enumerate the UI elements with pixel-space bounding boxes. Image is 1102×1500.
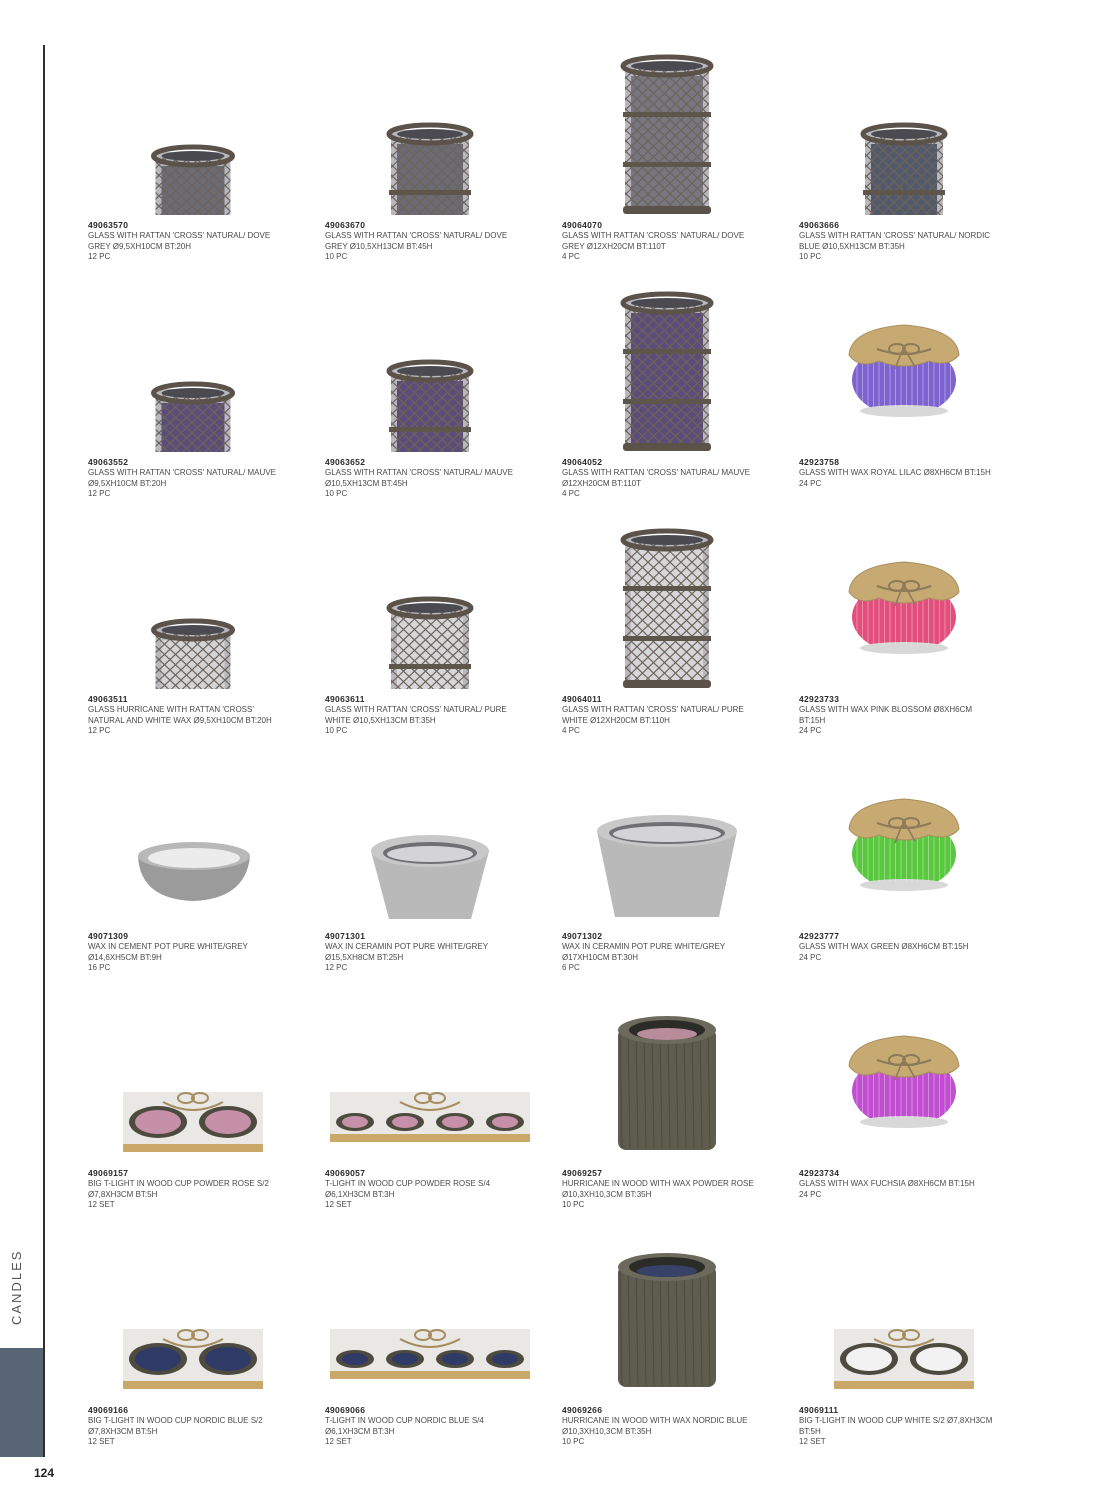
product-description [88, 231, 288, 263]
product-description [562, 1179, 762, 1211]
product-desc-text: WAX IN CERAMIN POT PURE WHITE/GREY Ø15,5XH8CM BT:25H [325, 942, 488, 962]
product-quantity: 12 SET [88, 1200, 115, 1209]
product-card [799, 514, 1009, 751]
product-description [325, 231, 525, 263]
product-quantity: 12 PC [325, 963, 348, 972]
product-code: 49069111 [799, 1405, 839, 1415]
product-card [88, 277, 298, 514]
product-quantity: 24 PC [799, 952, 822, 962]
product-image [562, 514, 772, 689]
product-card [562, 277, 772, 514]
product-description [799, 942, 999, 963]
product-card [88, 988, 298, 1225]
product-card [325, 40, 535, 277]
product-image [562, 988, 772, 1163]
product-desc-text: BIG T-LIGHT IN WOOD CUP POWDER ROSE S/2 Ø7,8XH3CM BT:5H [88, 1179, 269, 1199]
product-desc-text: GLASS WITH RATTAN 'CROSS' NATURAL/ DOVE GREY Ø10,5XH13CM BT:45H [325, 231, 508, 251]
product-code: 49063552 [88, 457, 129, 467]
product-card [799, 1225, 1009, 1462]
product-card [562, 1225, 772, 1462]
product-image [799, 988, 1009, 1163]
product-description [799, 1416, 999, 1448]
product-desc-text: GLASS WITH RATTAN 'CROSS' NATURAL/ DOVE GREY Ø12XH20CM BT:110T [562, 231, 745, 251]
product-code: 49069157 [88, 1168, 129, 1178]
product-code: 49071309 [88, 931, 129, 941]
product-image [88, 988, 298, 1163]
section-label: CANDLES [9, 1249, 24, 1325]
product-description [325, 942, 525, 974]
product-code: 49069057 [325, 1168, 366, 1178]
product-desc-text: HURRICANE IN WOOD WITH WAX NORDIC BLUE Ø10,3XH10,3CM BT:35H [562, 1416, 748, 1436]
product-desc-text: WAX IN CERAMIN POT PURE WHITE/GREY Ø17XH10CM BT:30H [562, 942, 725, 962]
product-quantity: 10 PC [325, 252, 348, 261]
product-desc-text: GLASS WITH RATTAN 'CROSS' NATURAL/ MAUVE Ø10,5XH13CM BT:45H [325, 468, 513, 488]
product-description [325, 705, 525, 737]
product-code: 49063570 [88, 220, 129, 230]
product-desc-text: GLASS WITH WAX FUCHSIA Ø8XH6CM BT:15H [799, 1179, 975, 1188]
product-description [562, 468, 762, 500]
product-description [88, 942, 288, 974]
product-card [325, 1225, 535, 1462]
product-description [799, 468, 999, 489]
product-quantity: 24 PC [799, 1189, 822, 1199]
product-quantity: 10 PC [562, 1437, 585, 1446]
product-code: 49063666 [799, 220, 840, 230]
product-card [562, 751, 772, 988]
product-image [88, 1225, 298, 1400]
product-image [88, 751, 298, 926]
product-desc-text: GLASS WITH WAX PINK BLOSSOM Ø8XH6CM BT:15H [799, 705, 973, 725]
product-code: 42923734 [799, 1168, 840, 1178]
product-code: 49069066 [325, 1405, 366, 1415]
product-desc-text: BIG T-LIGHT IN WOOD CUP NORDIC BLUE S/2 Ø7,8XH3CM BT:5H [88, 1416, 263, 1436]
product-image [799, 40, 1009, 215]
product-quantity: 24 PC [799, 478, 822, 488]
product-desc-text: BIG T-LIGHT IN WOOD CUP WHITE S/2 Ø7,8XH3CM BT:5H [799, 1416, 993, 1436]
product-quantity: 12 SET [325, 1200, 352, 1209]
product-desc-text: GLASS WITH RATTAN 'CROSS' NATURAL/ MAUVE Ø12XH20CM BT:110T [562, 468, 750, 488]
product-desc-text: GLASS WITH RATTAN 'CROSS' NATURAL/ MAUVE Ø9,5XH10CM BT:20H [88, 468, 276, 488]
product-code: 49069257 [562, 1168, 603, 1178]
product-image [325, 1225, 535, 1400]
product-desc-text: GLASS WITH RATTAN 'CROSS' NATURAL/ DOVE GREY Ø9,5XH10CM BT:20H [88, 231, 271, 251]
product-desc-text: GLASS WITH RATTAN 'CROSS' NATURAL/ NORDIC BLUE Ø10,5XH13CM BT:35H [799, 231, 991, 251]
product-description [562, 231, 762, 263]
product-desc-text: GLASS HURRICANE WITH RATTAN 'CROSS' NATURAL AND WHITE WAX Ø9,5XH10CM BT:20H [88, 705, 272, 725]
product-quantity: 12 SET [88, 1437, 115, 1446]
page-number: 124 [34, 1466, 55, 1480]
product-description [325, 1416, 525, 1448]
product-desc-text: T-LIGHT IN WOOD CUP POWDER ROSE S/4 Ø6,1XH3CM BT:3H [325, 1179, 491, 1199]
product-quantity: 4 PC [562, 489, 580, 498]
section-color-block [0, 1348, 43, 1457]
product-image [799, 514, 1009, 689]
product-quantity: 24 PC [799, 726, 822, 735]
product-card [88, 1225, 298, 1462]
product-image [88, 277, 298, 452]
product-description [562, 705, 762, 737]
product-description [325, 1179, 525, 1211]
product-card [562, 988, 772, 1225]
product-image [325, 277, 535, 452]
product-quantity: 10 PC [799, 252, 822, 261]
product-image [799, 751, 1009, 926]
product-code: 49063611 [325, 694, 365, 704]
product-image [562, 40, 772, 215]
product-code: 49069166 [88, 1405, 129, 1415]
product-description [799, 231, 999, 263]
product-quantity: 4 PC [562, 726, 580, 735]
product-description [799, 705, 999, 737]
product-card [88, 40, 298, 277]
product-code: 42923777 [799, 931, 840, 941]
product-description [325, 468, 525, 500]
product-image [325, 988, 535, 1163]
product-quantity: 10 PC [325, 489, 348, 498]
product-card [799, 751, 1009, 988]
product-code: 49064070 [562, 220, 603, 230]
product-image [799, 277, 1009, 452]
product-card [88, 751, 298, 988]
product-card [325, 514, 535, 751]
product-image [325, 40, 535, 215]
product-image [799, 1225, 1009, 1400]
product-image [325, 751, 535, 926]
product-image [88, 40, 298, 215]
product-desc-text: GLASS WITH RATTAN 'CROSS' NATURAL/ PURE WHITE Ø12XH20CM BT:110H [562, 705, 744, 725]
product-description [562, 942, 762, 974]
product-quantity: 12 PC [88, 726, 111, 735]
product-image [562, 1225, 772, 1400]
product-quantity: 16 PC [88, 963, 111, 972]
product-description [88, 1416, 288, 1448]
product-code: 49064011 [562, 694, 602, 704]
product-card [562, 40, 772, 277]
product-image [562, 277, 772, 452]
product-card [562, 514, 772, 751]
product-description [88, 1179, 288, 1211]
product-quantity: 10 PC [325, 726, 348, 735]
product-image [562, 751, 772, 926]
product-description [88, 705, 288, 737]
product-code: 49071301 [325, 931, 366, 941]
product-quantity: 12 SET [325, 1437, 352, 1446]
product-code: 49069266 [562, 1405, 603, 1415]
product-card [88, 514, 298, 751]
product-card [325, 277, 535, 514]
product-card [325, 988, 535, 1225]
product-code: 49063652 [325, 457, 366, 467]
product-desc-text: WAX IN CEMENT POT PURE WHITE/GREY Ø14,6XH5CM BT:9H [88, 942, 248, 962]
product-card [799, 277, 1009, 514]
product-quantity: 6 PC [562, 963, 580, 972]
product-code: 49064052 [562, 457, 603, 467]
product-desc-text: GLASS WITH RATTAN 'CROSS' NATURAL/ PURE WHITE Ø10,5XH13CM BT:35H [325, 705, 507, 725]
product-quantity: 4 PC [562, 252, 580, 261]
product-card [799, 40, 1009, 277]
product-image [325, 514, 535, 689]
product-code: 42923758 [799, 457, 840, 467]
product-desc-text: GLASS WITH WAX GREEN Ø8XH6CM BT:15H [799, 942, 969, 951]
product-description [799, 1179, 999, 1200]
product-description [88, 468, 288, 500]
product-quantity: 10 PC [562, 1200, 585, 1209]
product-quantity: 12 PC [88, 489, 111, 498]
product-desc-text: HURRICANE IN WOOD WITH WAX POWDER ROSE Ø10,3XH10,3CM BT:35H [562, 1179, 754, 1199]
product-quantity: 12 PC [88, 252, 111, 261]
product-description [562, 1416, 762, 1448]
product-quantity: 12 SET [799, 1437, 826, 1446]
product-desc-text: T-LIGHT IN WOOD CUP NORDIC BLUE S/4 Ø6,1XH3CM BT:3H [325, 1416, 484, 1436]
product-image [88, 514, 298, 689]
product-code: 49063511 [88, 694, 128, 704]
product-code: 49063670 [325, 220, 366, 230]
product-card [799, 988, 1009, 1225]
product-desc-text: GLASS WITH WAX ROYAL LILAC Ø8XH6CM BT:15H [799, 468, 991, 477]
product-code: 49071302 [562, 931, 603, 941]
product-code: 42923733 [799, 694, 840, 704]
side-rule [43, 45, 45, 1457]
product-card [325, 751, 535, 988]
